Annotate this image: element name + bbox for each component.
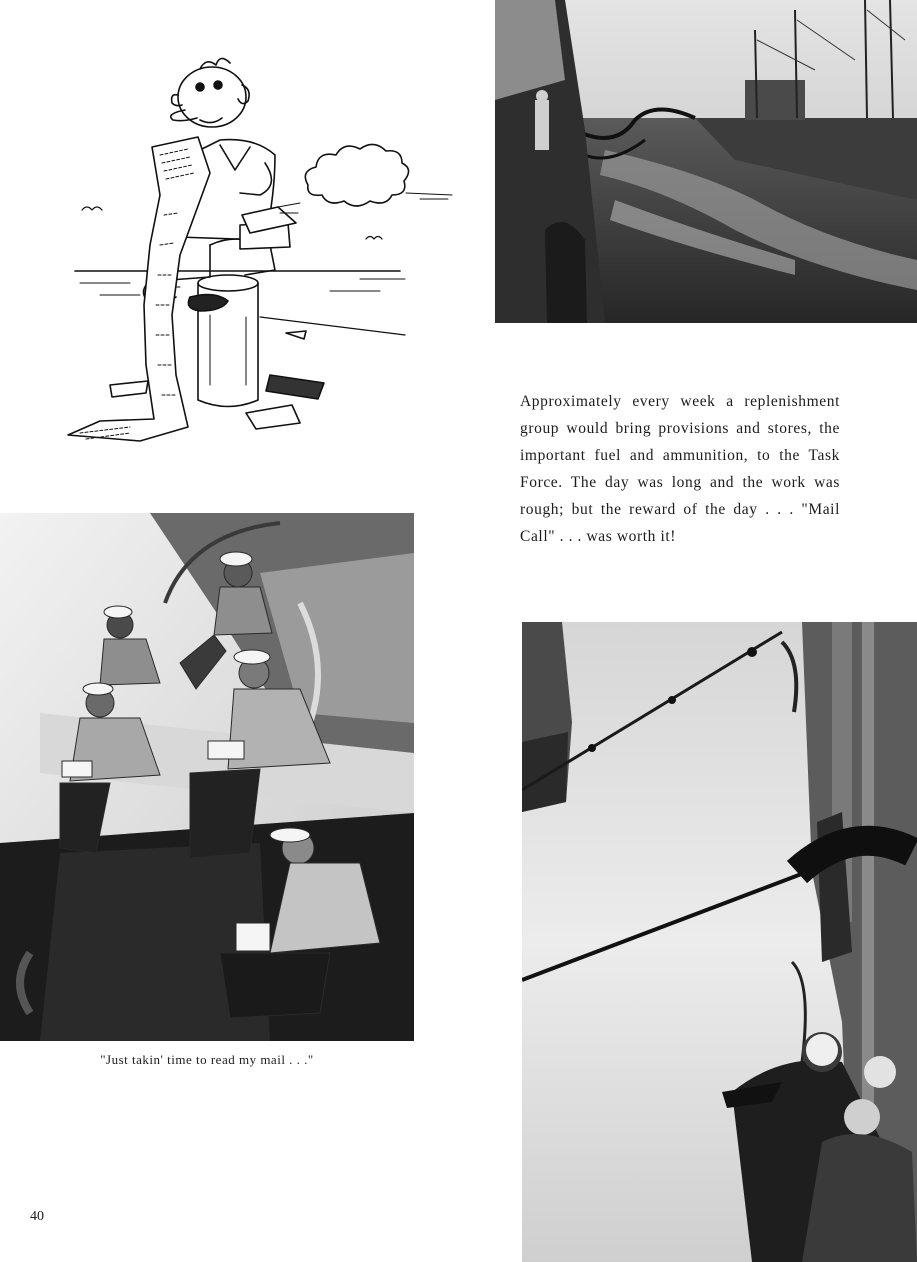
photo-sailors-reading-mail	[0, 513, 414, 1041]
cartoon-sailor-reading-letter	[60, 55, 460, 455]
photo-replenishment-at-sea	[495, 0, 917, 323]
photo-caption: "Just takin' time to read my mail . . ."	[100, 1052, 314, 1067]
photo-line-transfer	[522, 622, 917, 1262]
body-text-paragraph: Approximately every week a replenishment group would bring provisions and stores, the important fuel and ammunition, to the Task Force. The day was long and the work was rough; but the reward of the day . . . "Mail Call" . . . was worth it!	[520, 393, 840, 545]
page-number: 40	[30, 1209, 44, 1224]
